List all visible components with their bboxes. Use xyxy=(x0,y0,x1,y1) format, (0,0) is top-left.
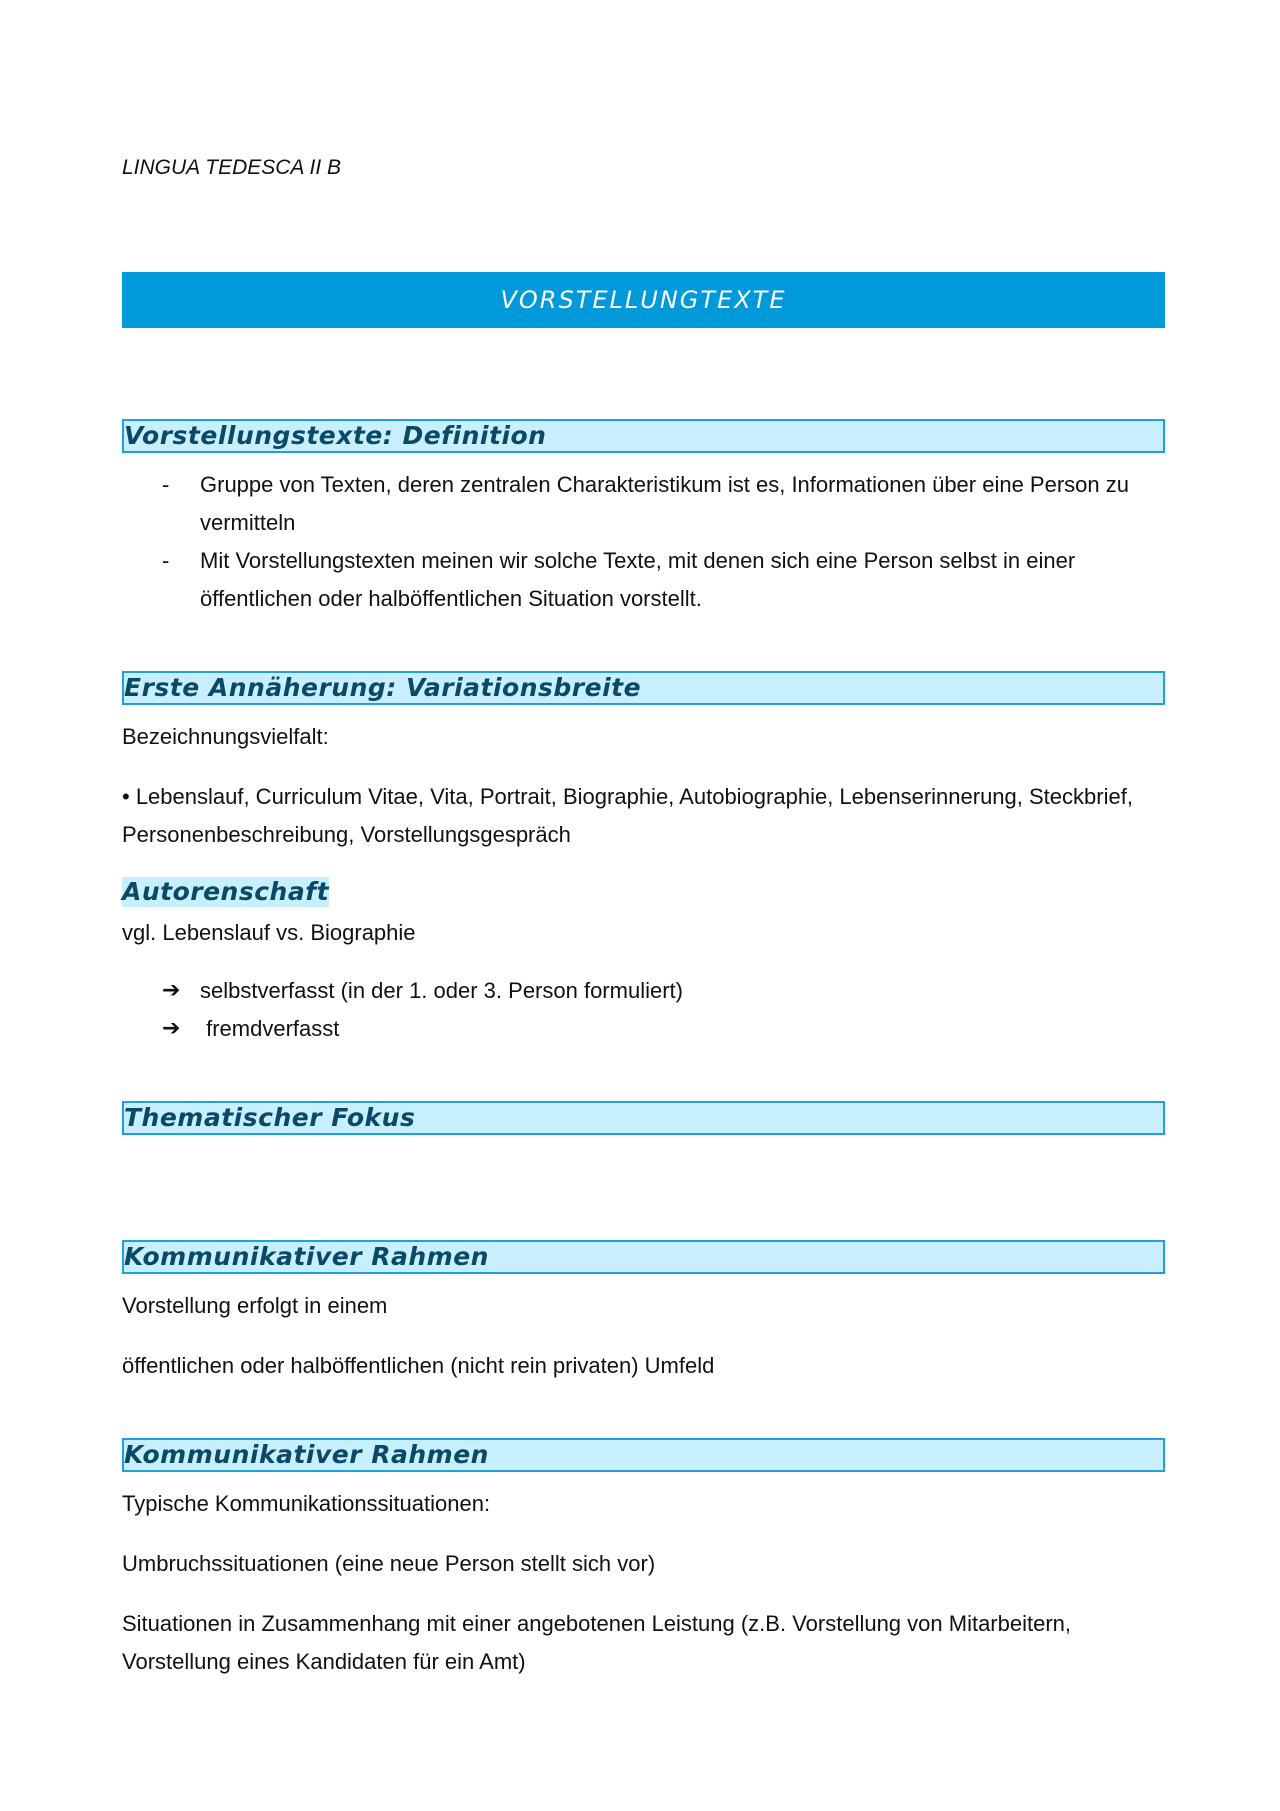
heading-frame-1: Kommunikativer Rahmen xyxy=(122,1240,1165,1274)
heading-definition: Vorstellungstexte: Definition xyxy=(122,419,1165,453)
list-item-text: Mit Vorstellungstexten meinen wir solche Texte, mit denen sich eine Person selbst in einer öffentlichen oder halböffentlichen Situation vorstellt. xyxy=(200,548,1076,611)
heading-focus: Thematischer Fokus xyxy=(122,1101,1165,1135)
frame2-line3: Situationen in Zusammenhang mit einer angebotenen Leistung (z.B. Vorstellung von Mitarbeitern, Vorstellung eines Kandidaten für ein Amt) xyxy=(122,1611,1072,1674)
variation-intro: Bezeichnungsvielfalt: xyxy=(122,724,329,749)
frame1-line2: öffentlichen oder halböffentlichen (nicht rein privaten) Umfeld xyxy=(122,1353,715,1378)
title-banner xyxy=(122,272,1165,328)
definition-list xyxy=(162,466,1165,618)
list-item-text: fremdverfasst xyxy=(200,1016,340,1041)
list-item-text: Gruppe von Texten, deren zentralen Charakteristikum ist es, Informationen über eine Person zu vermitteln xyxy=(200,472,1129,535)
list-item xyxy=(162,466,1165,542)
list-item-text: selbstverfasst (in der 1. oder 3. Person formuliert) xyxy=(200,978,683,1003)
banner-title: VORSTELLUNGTEXTE xyxy=(500,286,787,314)
arrow-right-icon: ➔ xyxy=(162,1016,181,1041)
list-item xyxy=(162,542,1165,618)
dash-marker: - xyxy=(162,548,170,573)
variation-bullet: • Lebenslauf, Curriculum Vitae, Vita, Portrait, Biographie, Autobiographie, Lebenserinnerung, Steckbrief, Personenbeschreibung, Vorstellungsgespräch xyxy=(122,784,1133,847)
authorship-intro: vgl. Lebenslauf vs. Biographie xyxy=(122,920,416,945)
course-title: LINGUA TEDESCA II B xyxy=(122,156,341,179)
frame1-line1: Vorstellung erfolgt in einem xyxy=(122,1293,388,1318)
heading-frame-2: Kommunikativer Rahmen xyxy=(122,1438,1165,1472)
list-item xyxy=(162,1010,1165,1048)
frame2-line2: Umbruchssituationen (eine neue Person stellt sich vor) xyxy=(122,1551,656,1576)
heading-authorship: Autorenschaft xyxy=(122,877,330,906)
dash-marker: - xyxy=(162,472,170,497)
authorship-list xyxy=(162,972,1165,1048)
heading-variation: Erste Annäherung: Variationsbreite xyxy=(122,671,1165,705)
arrow-right-icon: ➔ xyxy=(162,978,181,1003)
list-item xyxy=(162,972,1165,1010)
frame2-line1: Typische Kommunikationssituationen: xyxy=(122,1491,491,1516)
